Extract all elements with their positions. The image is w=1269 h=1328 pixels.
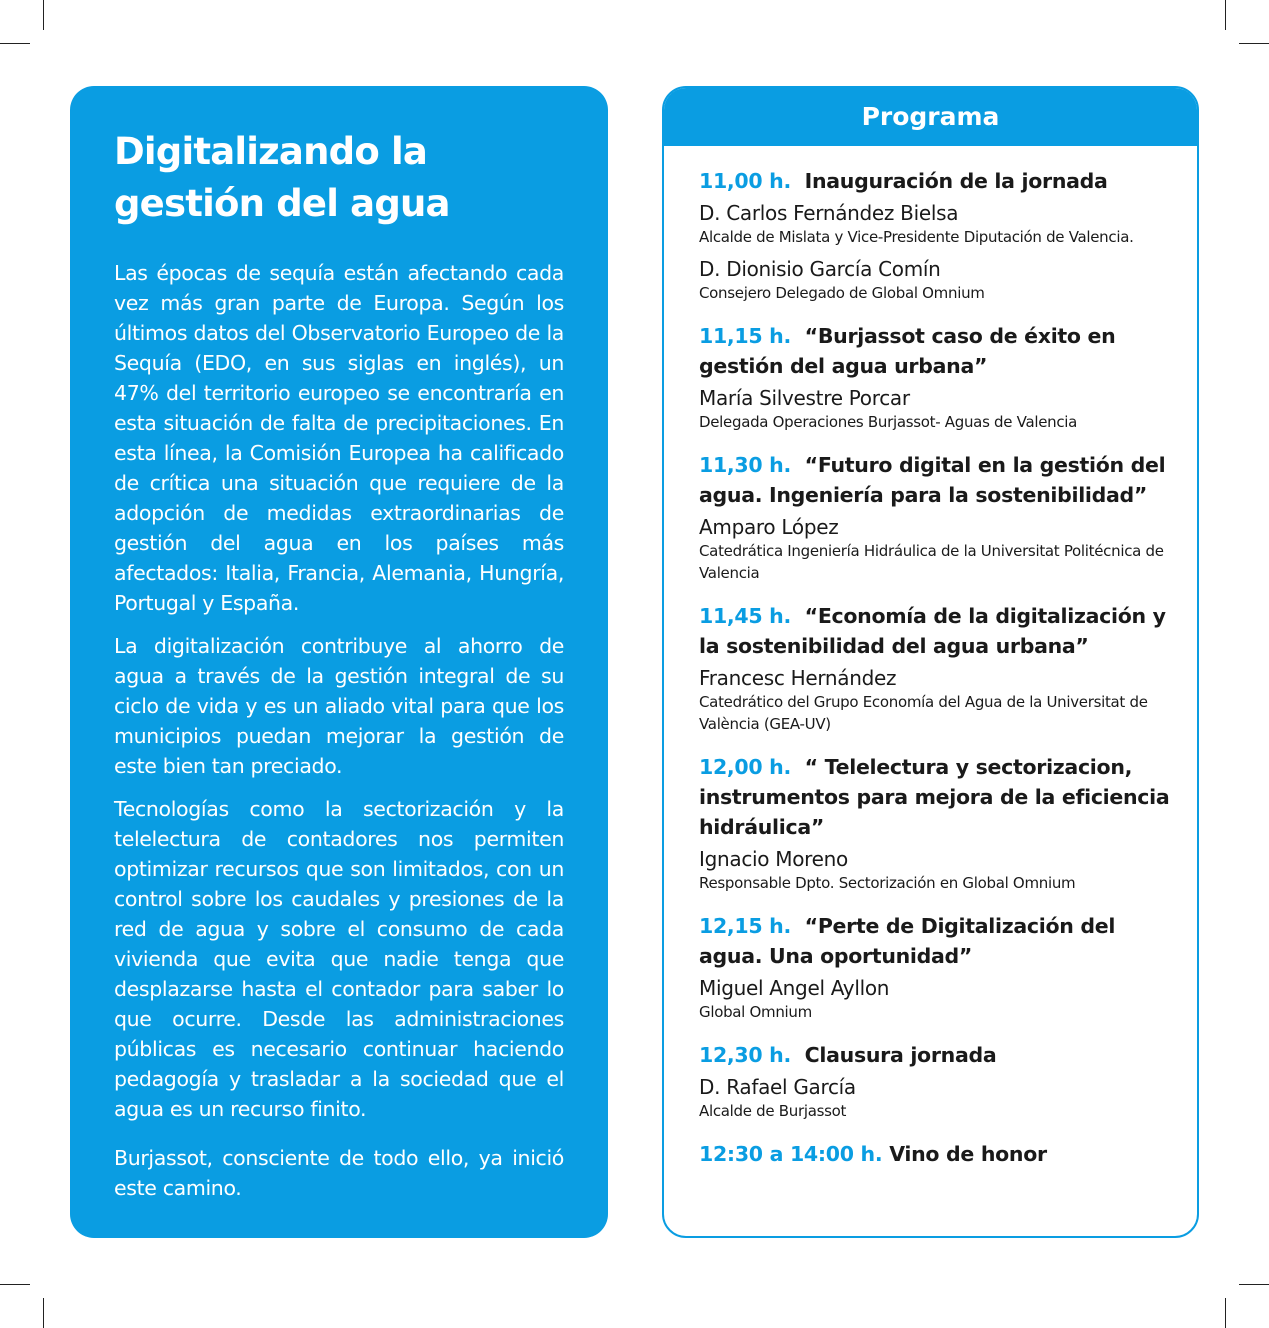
speaker [699, 514, 1175, 584]
speaker-role: Responsable Dpto. Sectorización en Global Omnium [699, 874, 1076, 892]
programa-item-title: Vino de honor [889, 1142, 1047, 1166]
programa-item-heading [699, 321, 1175, 381]
speaker [699, 200, 1175, 248]
intro-panel [70, 86, 608, 1238]
programa-item-heading [699, 601, 1175, 661]
speaker-role: Delegada Operaciones Burjassot- Aguas de Valencia [699, 413, 1078, 431]
programa-item-heading [699, 450, 1175, 510]
speaker-name: Francesc Hernández [699, 666, 897, 690]
programa-final-item [699, 1139, 1175, 1169]
speaker [699, 665, 1175, 735]
programa-item-time: 11,30 h. [699, 453, 791, 477]
speaker [699, 846, 1175, 894]
speaker-name: Ignacio Moreno [699, 847, 848, 871]
speaker-name: Amparo López [699, 515, 839, 539]
speaker-role: Global Omnium [699, 1003, 812, 1021]
programa-item-title: Inauguración de la jornada [804, 169, 1108, 193]
speaker-name: Miguel Angel Ayllon [699, 976, 890, 1000]
programa-item [699, 450, 1175, 584]
programa-item-title: “Perte de Digitalización del agua. Una oportunidad” [699, 914, 1116, 968]
programa-item [699, 166, 1175, 304]
programa-item-title: “Economía de la digitalización y la sostenibilidad del agua urbana” [699, 604, 1166, 658]
crop-mark [1239, 1284, 1269, 1285]
programa-item-time: 11,00 h. [699, 169, 791, 193]
programa-item-heading [699, 166, 1175, 196]
crop-mark [1225, 0, 1226, 30]
programa-item-title: “Futuro digital en la gestión del agua. Ingeniería para la sostenibilidad” [699, 453, 1166, 507]
speaker-role: Catedrático del Grupo Economía del Agua de la Universitat de València (GEA-UV) [699, 693, 1148, 733]
speaker-role: Alcalde de Mislata y Vice-Presidente Diputación de Valencia. [699, 228, 1134, 246]
programa-item [699, 752, 1175, 894]
programa-header: Programa [664, 88, 1197, 146]
programa-item [699, 601, 1175, 735]
intro-paragraph: Tecnologías como la sectorización y la telelectura de contadores nos permiten optimizar recursos que son limitados, con un control sobre los caudales y presiones de la red de agua y sobre el consumo de cada vivienda que evita que nadie tenga que desplazarse hasta el contador para saber lo que ocurre. Desde las administraciones públicas es necesario continuar haciendo pedagogía y trasladar a la sociedad que el agua es un recurso finito. [114, 797, 564, 1121]
speaker-name: María Silvestre Porcar [699, 386, 910, 410]
programa-item-time: 12,15 h. [699, 914, 791, 938]
intro-paragraph: Las épocas de sequía están afectando cada vez más gran parte de Europa. Según los últimos datos del Observatorio Europeo de la Sequía (EDO, en sus siglas en inglés), un 47% del territorio europeo se encontraría en esta situación de falta de precipitaciones. En esta línea, la Comisión Europea ha calificado de crítica una situación que requiere de la adopción de medidas extraordinarias de gestión del agua en los países más afectados: Italia, Francia, Alemania, Hungría, Portugal y España. [114, 261, 564, 615]
programa-item [699, 911, 1175, 1023]
crop-mark [0, 1284, 30, 1285]
programa-item-heading [699, 1040, 1175, 1070]
programa-item-title: “ Telelectura y sectorizacion, instrumentos para mejora de la eficiencia hidráulica” [699, 755, 1170, 839]
speaker-role: Catedrática Ingeniería Hidráulica de la Universitat Politécnica de Valencia [699, 542, 1164, 582]
programa-item-title: Clausura jornada [804, 1043, 997, 1067]
speaker [699, 1074, 1175, 1122]
programa-item [699, 1040, 1175, 1122]
programa-item [699, 321, 1175, 433]
speaker-name: D. Carlos Fernández Bielsa [699, 201, 959, 225]
crop-mark [0, 43, 30, 44]
speaker-role: Alcalde de Burjassot [699, 1102, 847, 1120]
intro-title: Digitalizando la gestión del agua [114, 130, 450, 225]
programa-list [664, 146, 1197, 1169]
programa-item-heading [699, 752, 1175, 842]
programa-item-title: “Burjassot caso de éxito en gestión del agua urbana” [699, 324, 1116, 378]
programa-item-heading [699, 911, 1175, 971]
intro-paragraph: Burjassot, consciente de todo ello, ya inició este camino. [114, 1146, 564, 1200]
programa-item-time: 11,15 h. [699, 324, 791, 348]
programa-item-time: 12,30 h. [699, 1043, 791, 1067]
intro-paragraph: La digitalización contribuye al ahorro de agua a través de la gestión integral de su ciclo de vida y es un aliado vital para que los municipios puedan mejorar la gestión de este bien tan preciado. [114, 634, 564, 778]
programa-item-time: 12,00 h. [699, 755, 791, 779]
speaker-role: Consejero Delegado de Global Omnium [699, 284, 985, 302]
programa-panel [662, 86, 1199, 1238]
speaker-name: D. Rafael García [699, 1075, 856, 1099]
speaker-name: D. Dionisio García Comín [699, 257, 941, 281]
programa-item-time: 11,45 h. [699, 604, 791, 628]
crop-mark [1239, 43, 1269, 44]
speaker [699, 975, 1175, 1023]
speaker [699, 256, 1175, 304]
crop-mark [43, 0, 44, 30]
crop-mark [1225, 1298, 1226, 1328]
crop-mark [43, 1298, 44, 1328]
programa-item-time: 12:30 a 14:00 h. [699, 1142, 883, 1166]
speaker [699, 385, 1175, 433]
